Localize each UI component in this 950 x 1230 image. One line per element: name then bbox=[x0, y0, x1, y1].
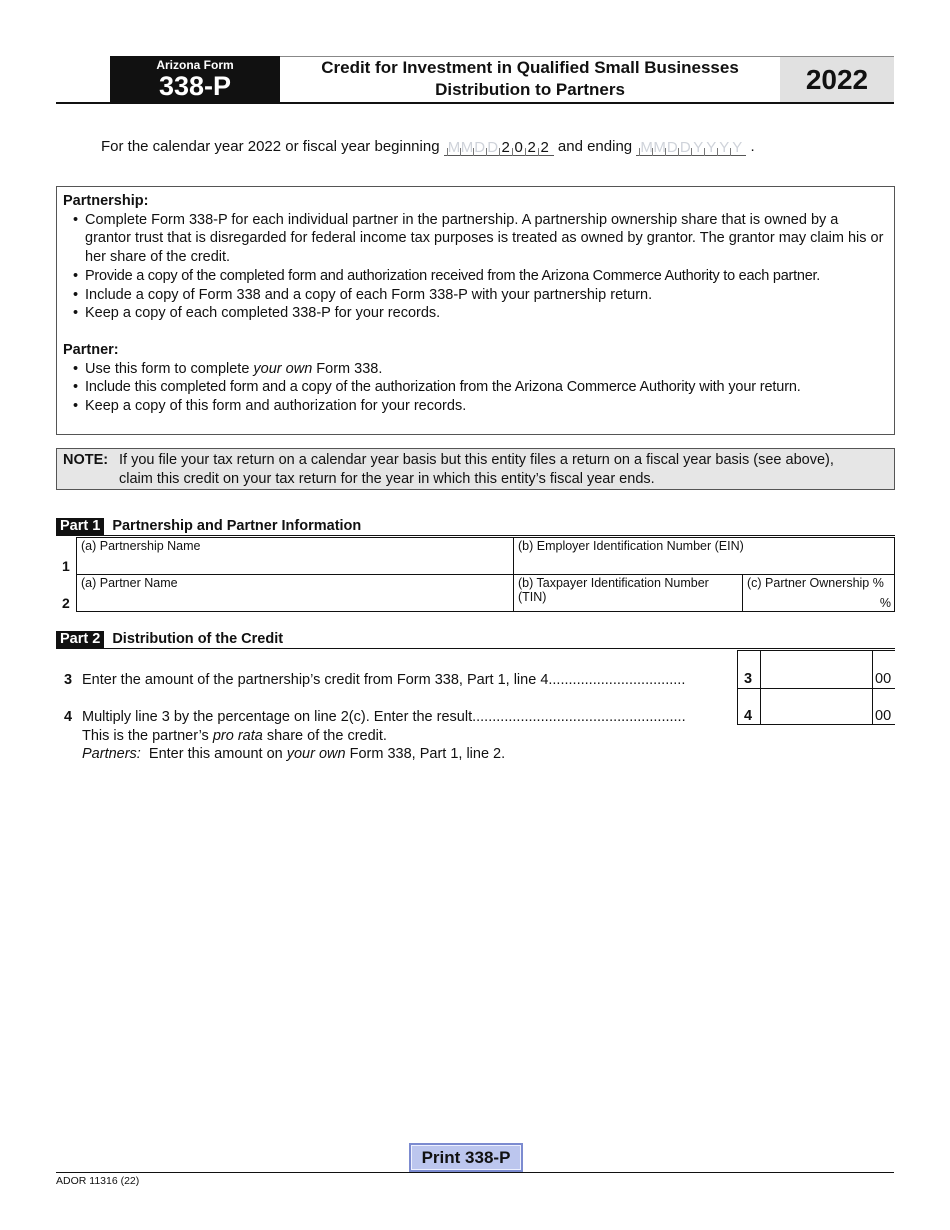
calendar-text-middle: and ending bbox=[557, 138, 633, 155]
list-item: • Include this completed form and a copy of the authorization from the Arizona Commerce Authority with your return. bbox=[73, 378, 888, 397]
note-box bbox=[56, 448, 895, 490]
line4-sub1-emphasis: pro rata bbox=[212, 727, 263, 744]
partnership-instructions-list bbox=[73, 211, 888, 323]
list-item: • Keep a copy of this form and authorization for your records. bbox=[73, 397, 888, 416]
partner-name-label: (a) Partner Name bbox=[81, 576, 178, 590]
part1-table bbox=[56, 537, 895, 613]
line4-sub2-text: Form 338, Part 1, line 2. bbox=[345, 746, 506, 763]
partner-tin-input[interactable] bbox=[513, 574, 743, 612]
line2-number: 2 bbox=[62, 595, 70, 611]
line3 bbox=[64, 671, 685, 690]
partnership-heading: Partnership: bbox=[63, 193, 149, 209]
fiscal-end-date-input[interactable] bbox=[636, 139, 746, 156]
list-item-text: Use this form to complete bbox=[85, 360, 254, 377]
line4-text: Multiply line 3 by the percentage on line 2(c). Enter the result..................................................... bbox=[82, 709, 686, 725]
line3-box-number: 3 bbox=[744, 671, 753, 687]
line3-amount-input[interactable] bbox=[761, 651, 872, 688]
line4 bbox=[64, 708, 686, 764]
note-line2: claim this credit on your tax return for the year in which this entity’s fiscal year ends. bbox=[119, 470, 655, 487]
table-row bbox=[56, 574, 895, 612]
list-item bbox=[73, 360, 888, 379]
line1-number: 1 bbox=[62, 558, 70, 574]
date-digit-placeholder: D bbox=[474, 138, 486, 156]
list-item: • Complete Form 338-P for each individual partner in the partnership. A partnership ownership share that is owned by a grantor trust that is disregarded for federal income tax purposes is treated as owned by grantor. The grantor may claim his or her share of the credit. bbox=[73, 211, 888, 267]
part2-label: Part 2 bbox=[56, 631, 104, 648]
date-digit-placeholder: M bbox=[447, 138, 461, 156]
form-code: ADOR 11316 (22) bbox=[56, 1175, 140, 1187]
ein-label: (b) Employer Identification Number (EIN) bbox=[518, 539, 744, 553]
line4-sub2-emphasis: your own bbox=[286, 746, 346, 763]
instructions-box bbox=[56, 186, 895, 435]
ownership-label: (c) Partner Ownership % bbox=[747, 576, 884, 590]
date-digit-placeholder: Y bbox=[706, 138, 717, 156]
part1-title: Partnership and Partner Information bbox=[112, 518, 362, 534]
amount-column bbox=[737, 650, 895, 725]
line3-text: Enter the amount of the partnership’s credit from Form 338, Part 1, line 4.................................. bbox=[82, 672, 686, 688]
date-digit-value: 0 bbox=[512, 148, 525, 156]
part2-title: Distribution of the Credit bbox=[112, 631, 284, 647]
calendar-text-before: For the calendar year 2022 or fiscal year beginning bbox=[101, 138, 440, 155]
date-digit-value: 2 bbox=[499, 148, 512, 156]
amount-column-bottom-rule bbox=[737, 724, 895, 725]
date-digit-placeholder: Y bbox=[732, 138, 743, 156]
partnership-ein-input[interactable] bbox=[513, 537, 895, 575]
partnership-name-label: (a) Partnership Name bbox=[81, 539, 201, 553]
list-item: • Keep a copy of each completed 338-P for your records. bbox=[73, 304, 888, 323]
line4-sub2 bbox=[64, 745, 686, 764]
part1-label: Part 1 bbox=[56, 518, 104, 535]
date-digit-placeholder: Y bbox=[693, 138, 704, 156]
form-title bbox=[280, 56, 780, 102]
line4-sub1-text: share of the credit. bbox=[262, 727, 387, 744]
form-number: 338-P bbox=[158, 71, 232, 101]
list-item: • Provide a copy of the completed form and authorization received from the Arizona Commerce Authority to each partner. bbox=[73, 267, 888, 286]
line4-box-number: 4 bbox=[744, 708, 753, 724]
line4-sub1-text: This is the partner’s bbox=[82, 727, 213, 744]
line4-sub2-emphasis: Partners: bbox=[82, 746, 141, 763]
date-digit-value: 2 bbox=[538, 148, 551, 156]
list-item-text: Form 338. bbox=[312, 360, 383, 377]
list-item: • Include a copy of Form 338 and a copy of each Form 338-P with your partnership return. bbox=[73, 286, 888, 305]
percent-sign: % bbox=[879, 596, 891, 610]
part2-header bbox=[56, 631, 895, 649]
tin-label: (b) Taxpayer Identification Number (TIN) bbox=[518, 576, 709, 604]
line3-number: 3 bbox=[64, 672, 73, 688]
print-button[interactable]: Print 338-P bbox=[409, 1143, 523, 1172]
form-header bbox=[56, 56, 894, 104]
form-id-box bbox=[110, 56, 280, 102]
date-digit-placeholder: M bbox=[460, 138, 474, 156]
line4-sub1 bbox=[64, 727, 686, 746]
footer-rule bbox=[56, 1172, 894, 1173]
date-digit-placeholder: D bbox=[666, 138, 678, 156]
note-line1: If you file your tax return on a calendar year basis but this entity files a return on a fiscal year basis (see above), bbox=[119, 452, 834, 468]
partner-ownership-input[interactable] bbox=[742, 574, 895, 612]
line3-cents: 00 bbox=[875, 671, 892, 687]
date-digit-placeholder: D bbox=[487, 138, 499, 156]
line4-cents: 00 bbox=[875, 708, 892, 724]
line4-sub2-text: Enter this amount on bbox=[140, 746, 287, 763]
partner-heading: Partner: bbox=[63, 341, 119, 358]
date-digit-placeholder: Y bbox=[719, 138, 730, 156]
date-digit-placeholder: M bbox=[640, 138, 653, 156]
form-label: Arizona Form bbox=[156, 58, 234, 72]
partner-instructions-list bbox=[73, 360, 888, 416]
partner-name-input[interactable] bbox=[76, 574, 514, 612]
partnership-name-input[interactable] bbox=[76, 537, 514, 575]
form-title-line2: Distribution to Partners bbox=[435, 80, 625, 99]
form-title-line1: Credit for Investment in Qualified Small Businesses bbox=[321, 58, 739, 77]
part1-header bbox=[56, 518, 895, 536]
note-label: NOTE: bbox=[63, 452, 109, 468]
date-digit-placeholder: D bbox=[679, 138, 691, 156]
calendar-year-line bbox=[101, 138, 755, 156]
calendar-text-end: . bbox=[750, 138, 755, 155]
list-item-emphasis: your own bbox=[253, 360, 313, 377]
table-row bbox=[56, 537, 895, 575]
date-digit-placeholder: M bbox=[653, 138, 666, 156]
line4-number: 4 bbox=[64, 709, 73, 725]
fiscal-begin-date-input[interactable] bbox=[444, 139, 554, 156]
header-bottom-rule bbox=[56, 102, 894, 104]
tax-year: 2022 bbox=[780, 57, 894, 102]
date-digit-value: 2 bbox=[525, 148, 538, 156]
line4-amount-input[interactable] bbox=[761, 689, 872, 724]
